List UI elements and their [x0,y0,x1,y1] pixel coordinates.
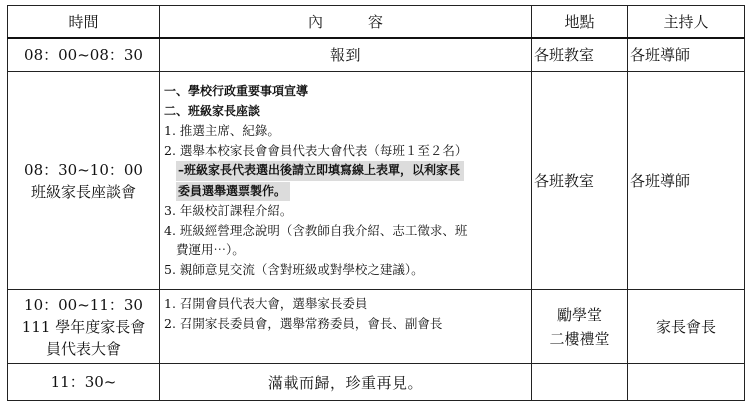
row2-host: 各班導師 [628,72,745,290]
content-heading-1: 一、學校行政重要事項宣導 [164,84,309,98]
row3-host: 家長會長 [628,290,745,364]
list-item: 2. 召開家長委員會，選舉常務委員，會長、副會長 [164,315,443,331]
row1-host: 各班導師 [628,38,745,72]
row2-time: 08：30~10：00 [24,160,143,179]
schedule-table [7,5,745,401]
highlight-line-2: 委員選舉選票製作。 [176,182,290,202]
row3-location [532,290,628,364]
list-item: 2. 選舉本校家長會會員代表大會代表（每班１至２名） [164,142,468,158]
highlight-line-1: –班級家長代表選出後請立即填寫線上表單，以利家長 [176,161,464,181]
header-host: 主持人 [628,6,745,38]
row3-time-sub-1: 111 學年度家長會 [21,317,146,336]
list-item-continuation: 費運用⋯）。 [176,242,245,257]
list-item: 1. 召開會員代表大會，選舉家長委員 [164,296,368,311]
row4-content: 滿載而歸，珍重再見。 [160,364,532,401]
row3-location-2: 二樓禮堂 [549,329,610,348]
row3-location-1: 勵學堂 [556,305,602,324]
header-location: 地點 [532,6,628,38]
row2-time-sub: 班級家長座談會 [30,182,136,201]
list-item: 1. 推選主席、紀錄。 [164,123,280,138]
row1-time: 08：00~08：30 [8,38,160,72]
header-row [8,6,745,38]
list-item: 3. 年級校訂課程介紹。 [164,203,293,218]
row3-time-sub-2: 員代表大會 [45,339,121,358]
row4-host [628,364,745,401]
table-row [8,72,745,290]
row2-content [160,72,532,290]
row4-location [532,364,628,401]
row1-content: 報到 [160,38,532,72]
header-time: 時間 [8,6,160,38]
table-row [8,290,745,364]
row4-time: 11：30~ [8,364,160,401]
row2-location: 各班教室 [532,72,628,290]
content-heading-2: 二、班級家長座談 [164,103,261,118]
list-item: 4. 班級經營理念說明（含教師自我介紹、志工徵求、班 [164,222,468,238]
row3-content [160,290,532,364]
row3-time: 10：00~11：30 [24,295,143,314]
table-row [8,38,745,72]
highlight-note [164,160,531,201]
header-content: 內 容 [160,6,532,38]
table-row [8,364,745,401]
list-item: 5. 親師意見交流（含對班級或對學校之建議）。 [164,261,424,277]
row2-time-cell [8,72,160,290]
row1-location: 各班教室 [532,38,628,72]
row3-time-cell [8,290,160,364]
